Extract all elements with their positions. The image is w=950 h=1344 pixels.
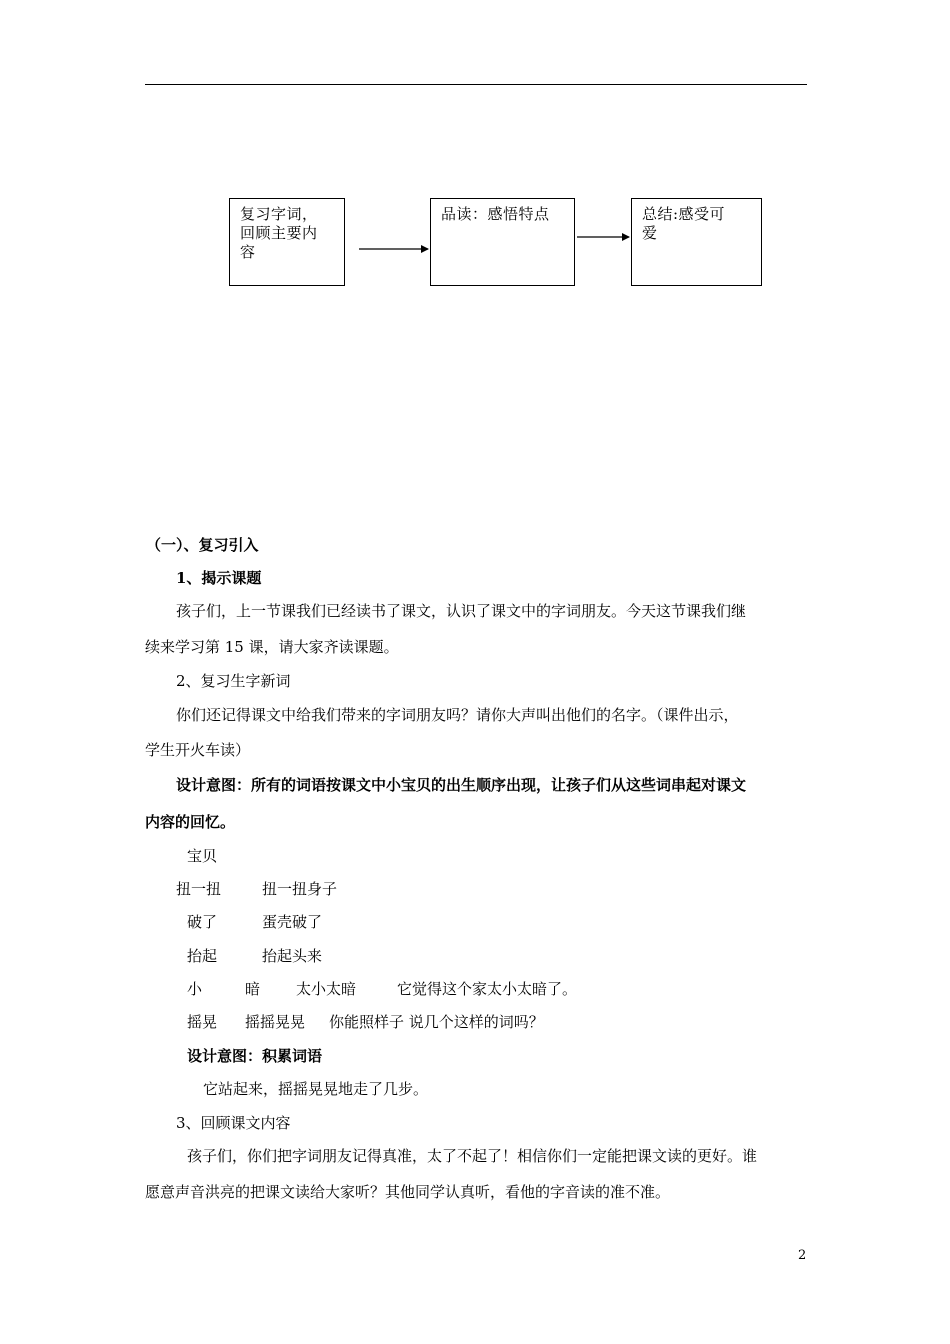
flow-arrows bbox=[0, 0, 950, 400]
page-number: 2 bbox=[798, 1248, 807, 1263]
paragraph-2-line-2: 学生开火车读） bbox=[145, 741, 251, 759]
word-4b: 抬起头来 bbox=[262, 947, 323, 965]
paragraph-2-line-1: 你们还记得课文中给我们带来的字词朋友吗？请你大声叫出他们的名字。（课件出示， bbox=[176, 706, 739, 724]
word-4a: 抬起 bbox=[187, 947, 218, 965]
paragraph-3-line-2: 愿意声音洪亮的把课文读给大家听？其他同学认真听，看他的字音读的准不准。 bbox=[145, 1183, 671, 1201]
section-title: （一）、复习引入 bbox=[146, 536, 259, 554]
flow-box-read-line: 品读：感悟特点 bbox=[441, 205, 550, 223]
word-5b: 暗 bbox=[245, 980, 261, 998]
design-intent-1-line-2: 内容的回忆。 bbox=[145, 813, 236, 831]
paragraph-1-line-2: 续来学习第 15 课，请大家齐读课题。 bbox=[145, 638, 399, 656]
paragraph-1-line-1: 孩子们，上一节课我们已经读书了课文，认识了课文中的字词朋友。今天这节课我们继 bbox=[176, 602, 747, 620]
word-2a: 扭一扭 bbox=[176, 880, 222, 898]
word-3b: 蛋壳破了 bbox=[262, 913, 323, 931]
flow-box-summary-line: 爱 bbox=[642, 224, 658, 242]
word-5d: 它觉得这个家太小太暗了。 bbox=[397, 980, 578, 998]
design-intent-2: 设计意图：积累词语 bbox=[187, 1047, 323, 1065]
flow-box-review-line: 回顾主要内 bbox=[240, 224, 318, 242]
word-5c: 太小太暗 bbox=[296, 980, 357, 998]
flow-box-summary-line: 总结:感受可 bbox=[642, 205, 726, 223]
word-6c: 你能照样子 说几个这样的词吗？ bbox=[329, 1013, 544, 1031]
word-5a: 小 bbox=[187, 980, 203, 998]
word-1: 宝贝 bbox=[187, 847, 218, 865]
heading-1: 1、揭示课题 bbox=[176, 569, 262, 587]
word-2b: 扭一扭身子 bbox=[262, 880, 338, 898]
word-6b: 摇摇晃晃 bbox=[245, 1013, 306, 1031]
word-6a: 摇晃 bbox=[187, 1013, 218, 1031]
flow-box-review-line: 复习字词， bbox=[240, 205, 318, 223]
heading-3: 3、回顾课文内容 bbox=[176, 1114, 291, 1132]
heading-2: 2、复习生字新词 bbox=[176, 672, 291, 690]
word-3a: 破了 bbox=[187, 913, 218, 931]
paragraph-3-line-1: 孩子们，你们把字词朋友记得真准，太了不起了！相信你们一定能把课文读的更好。谁 bbox=[187, 1147, 758, 1165]
design-intent-1-line-1: 设计意图：所有的词语按课文中小宝贝的出生顺序出现，让孩子们从这些词串起对课文 bbox=[176, 776, 747, 794]
flow-box-review-line: 容 bbox=[240, 243, 256, 261]
example-sentence: 它站起来，摇摇晃晃地走了几步。 bbox=[203, 1080, 429, 1098]
